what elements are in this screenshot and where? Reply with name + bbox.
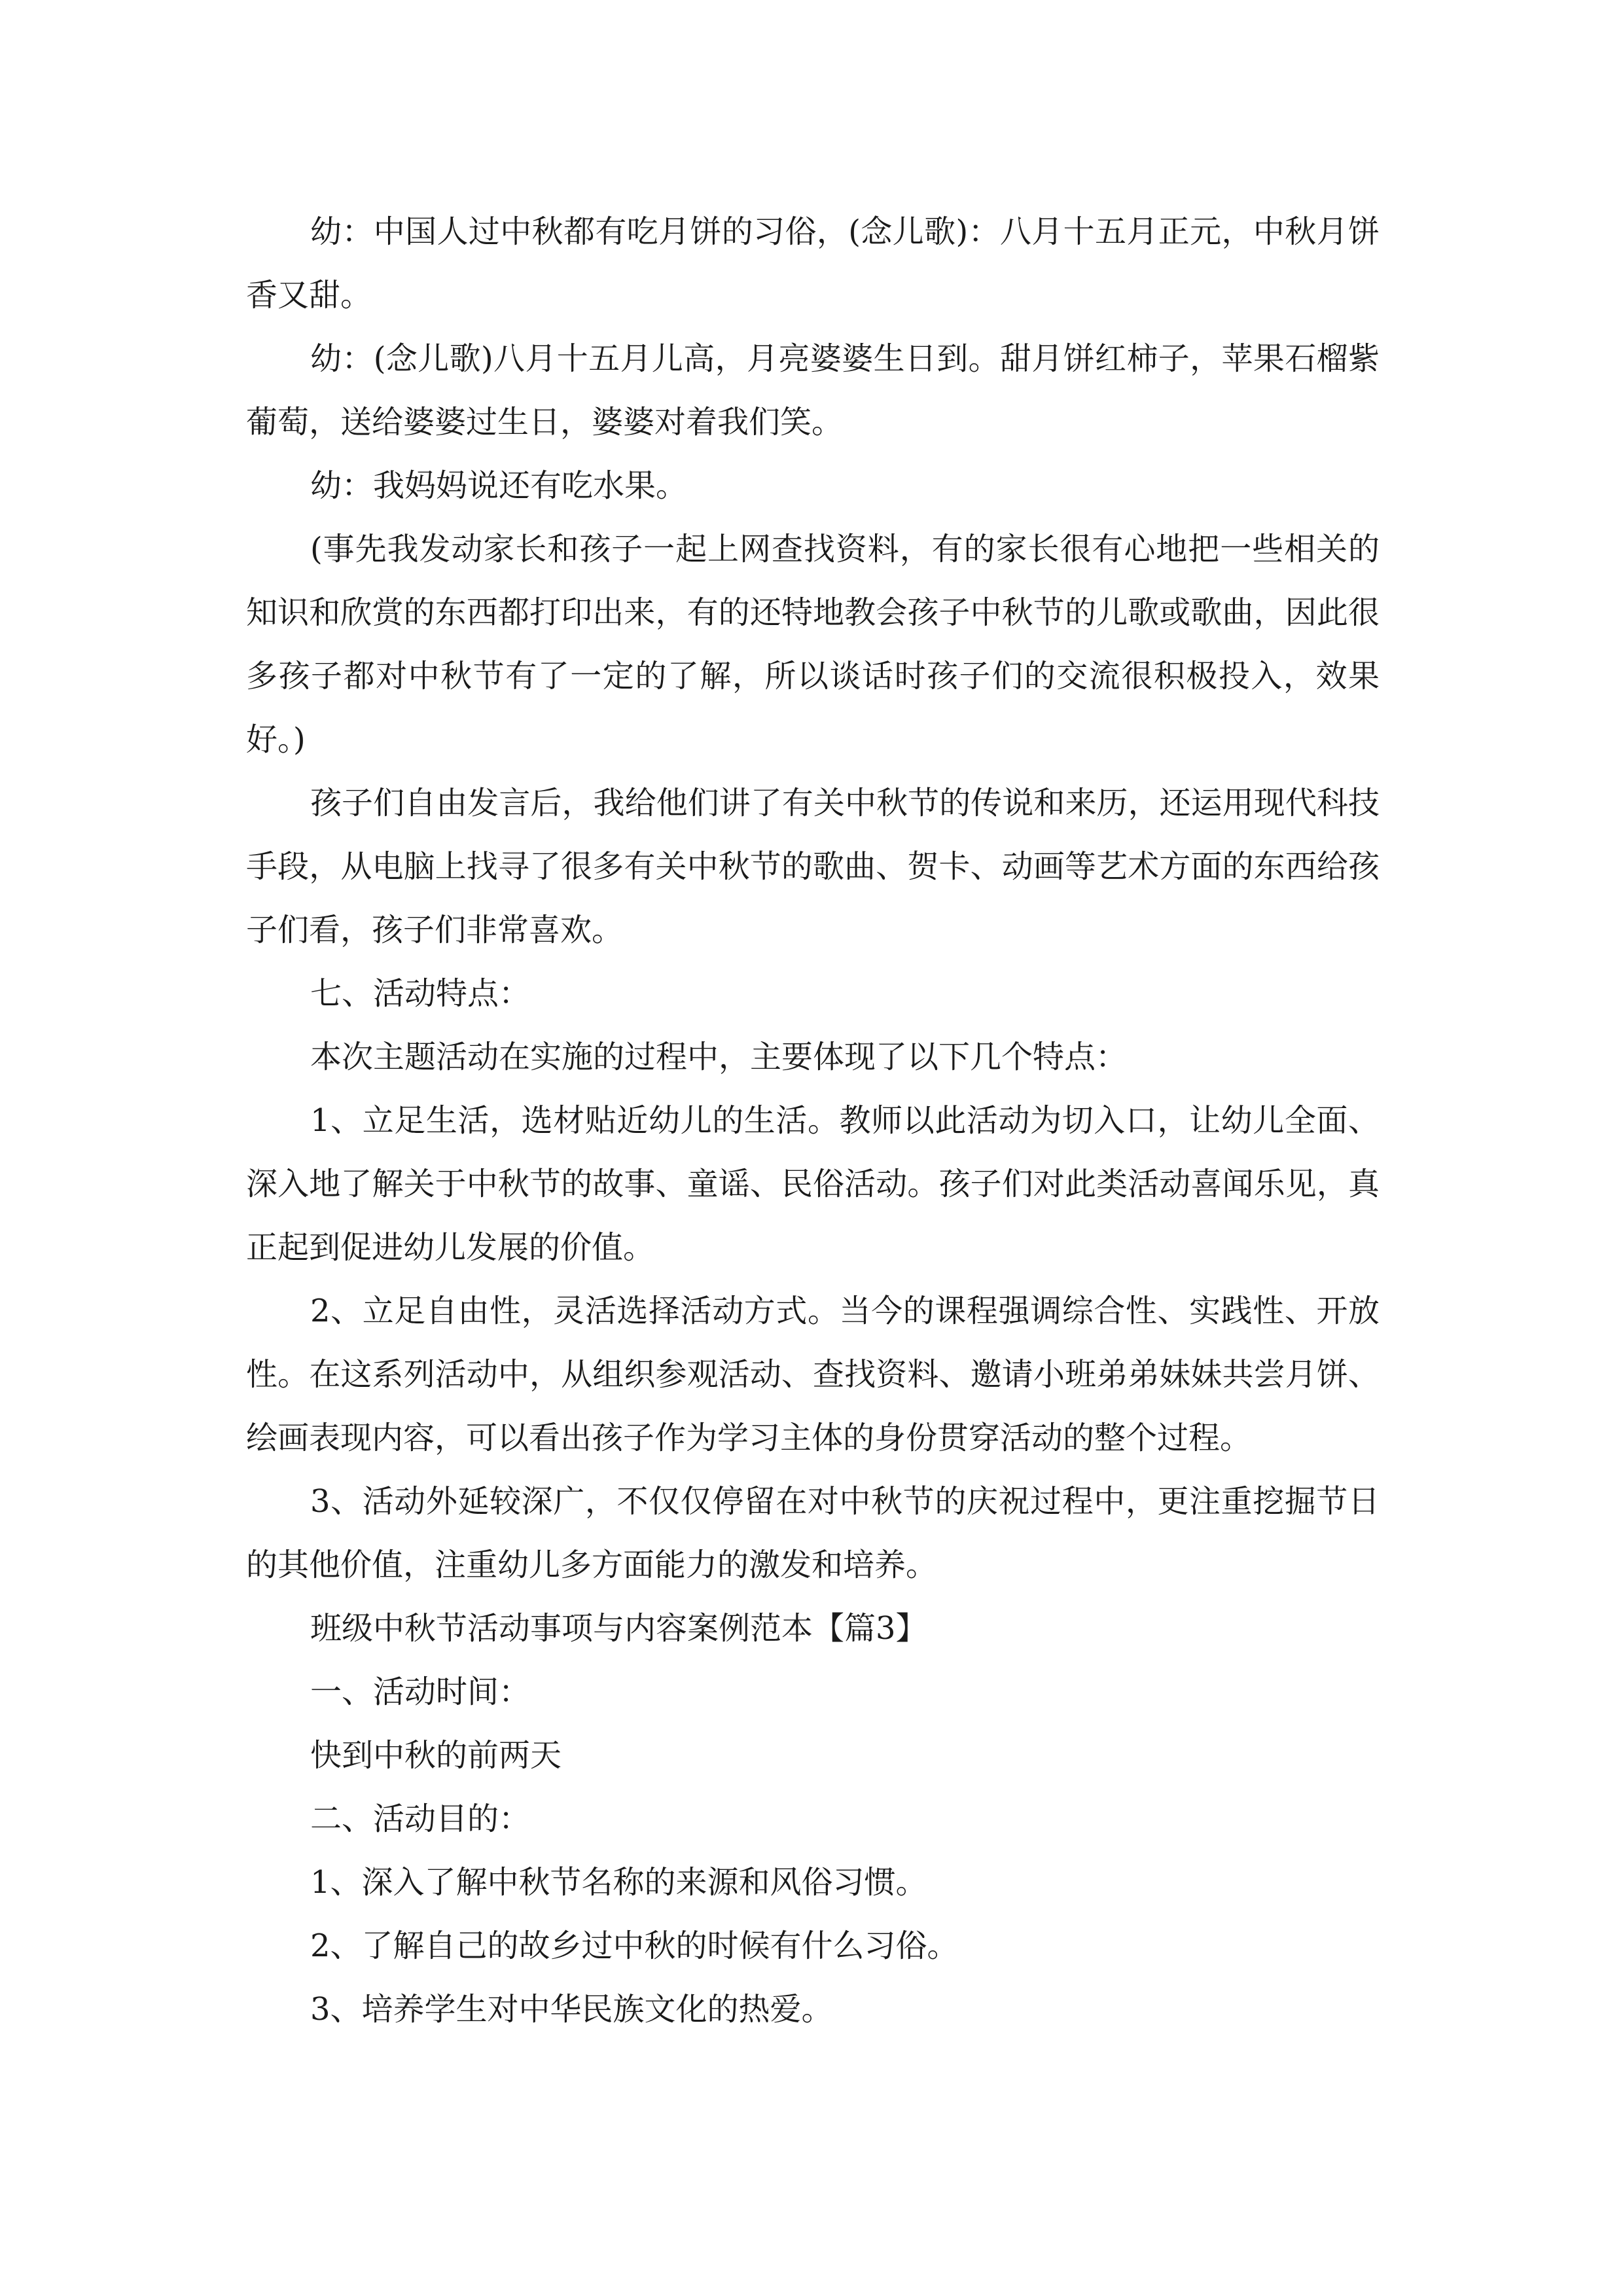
paragraph-note: (事先我发动家长和孩子一起上网查找资料，有的家长很有心地把一些相关的知识和欣赏的东西都打印出来，有的还特地教会孩子中秋节的儿歌或歌曲，因此很多孩子都对中秋节有了一定的了解，所以谈话时孩子们的交流很积极投入，效果好。) — [246, 531, 1380, 758]
list-item-feature-3: 3、活动外延较深广，不仅仅停留在对中秋节的庆祝过程中，更注重挖掘节日的其他价值，注重幼儿多方面能力的激发和培养。 — [246, 1483, 1380, 1583]
section-heading-time: 一、活动时间： — [310, 1674, 531, 1710]
list-item-purpose-3: 3、培养学生对中华民族文化的热爱。 — [310, 1991, 833, 2028]
document-body — [246, 200, 1380, 2041]
list-item-purpose-2: 2、了解自己的故乡过中秋的时候有什么习俗。 — [310, 1928, 959, 1964]
article-title: 班级中秋节活动事项与内容案例范本【篇3】 — [310, 1610, 927, 1647]
paragraph-features-intro: 本次主题活动在实施的过程中，主要体现了以下几个特点： — [310, 1039, 1128, 1075]
paragraph-dialogue-3: 幼：我妈妈说还有吃水果。 — [310, 467, 688, 504]
paragraph-dialogue-1: 幼：中国人过中秋都有吃月饼的习俗，(念儿歌)：八月十五月正元，中秋月饼香又甜。 — [246, 213, 1380, 314]
list-item-feature-2: 2、立足自由性，灵活选择活动方式。当今的课程强调综合性、实践性、开放性。在这系列活动中，从组织参观活动、查找资料、邀请小班弟弟妹妹共尝月饼、绘画表现内容，可以看出孩子作为学习主体的身份贯穿活动的整个过程。 — [246, 1293, 1380, 1456]
paragraph-narrative: 孩子们自由发言后，我给他们讲了有关中秋节的传说和来历，还运用现代科技手段，从电脑上找寻了很多有关中秋节的歌曲、贺卡、动画等艺术方面的东西给孩子们看，孩子们非常喜欢。 — [246, 785, 1380, 948]
list-item-purpose-1: 1、深入了解中秋节名称的来源和风俗习惯。 — [310, 1864, 927, 1901]
paragraph-time: 快到中秋的前两天 — [310, 1737, 562, 1774]
paragraph-dialogue-2: 幼：(念儿歌)八月十五月儿高，月亮婆婆生日到。甜月饼红柿子，苹果石榴紫葡萄，送给婆婆过生日，婆婆对着我们笑。 — [246, 340, 1380, 440]
section-heading-features: 七、活动特点： — [310, 975, 531, 1012]
section-heading-purpose: 二、活动目的： — [310, 1801, 531, 1837]
list-item-feature-1: 1、立足生活，选材贴近幼儿的生活。教师以此活动为切入口，让幼儿全面、深入地了解关于中秋节的故事、童谣、民俗活动。孩子们对此类活动喜闻乐见，真正起到促进幼儿发展的价值。 — [246, 1102, 1380, 1266]
